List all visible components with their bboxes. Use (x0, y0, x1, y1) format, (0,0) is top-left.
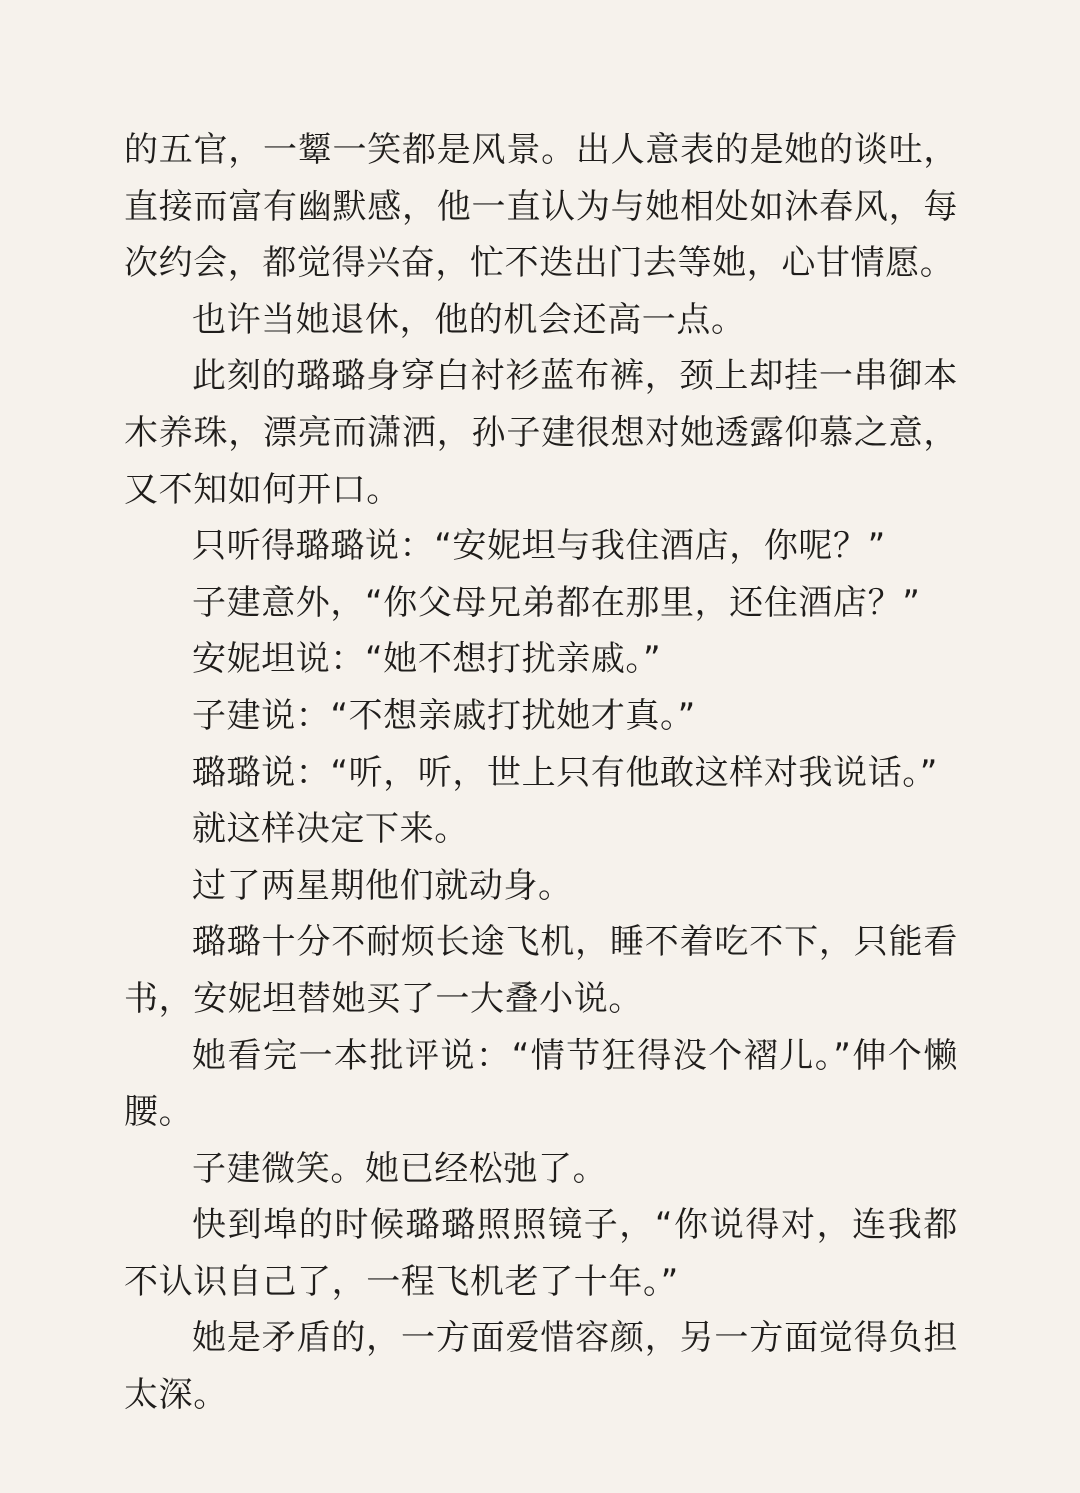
paragraph: 过了两星期他们就动身。 (192, 865, 573, 906)
paragraph: 璐璐说：“听，听，世上只有他敢这样对我说话。” (192, 752, 939, 793)
paragraph: 快到埠的时候璐璐照照镜子，“你说得对，连我都不认识自己了，一程飞机老了十年。” (124, 1205, 958, 1302)
body-text (124, 122, 958, 1424)
paragraph-continued: 的五官，一颦一笑都是风景。出人意表的是她的谈吐，直接而富有幽默感，他一直认为与她相处如沐春风，每次约会，都觉得兴奋，忙不迭出门去等她，心甘情愿。 (124, 130, 958, 284)
paragraph: 她是矛盾的，一方面爱惜容颜，另一方面觉得负担太深。 (124, 1318, 958, 1416)
paragraph: 只听得璐璐说：“安妮坦与我住酒店，你呢？” (192, 526, 886, 567)
paragraph: 安妮坦说：“她不想打扰亲戚。” (192, 639, 662, 680)
paragraph: 子建意外，“你父母兄弟都在那里，还住酒店？” (192, 582, 921, 623)
paragraph: 子建说：“不想亲戚打扰她才真。” (192, 695, 696, 736)
paragraph: 她看完一本批评说：“情节狂得没个褶儿。”伸个懒腰。 (124, 1035, 958, 1133)
paragraph: 此刻的璐璐身穿白衬衫蓝布裤，颈上却挂一串御本木养珠，漂亮而潇洒，孙子建很想对她透露仰慕之意，又不知如何开口。 (124, 356, 958, 510)
paragraph: 也许当她退休，他的机会还高一点。 (192, 299, 746, 340)
paragraph: 就这样决定下来。 (192, 809, 469, 850)
paragraph: 子建微笑。她已经松弛了。 (192, 1148, 608, 1189)
paragraph: 璐璐十分不耐烦长途飞机，睡不着吃不下，只能看书，安妮坦替她买了一大叠小说。 (124, 922, 958, 1019)
